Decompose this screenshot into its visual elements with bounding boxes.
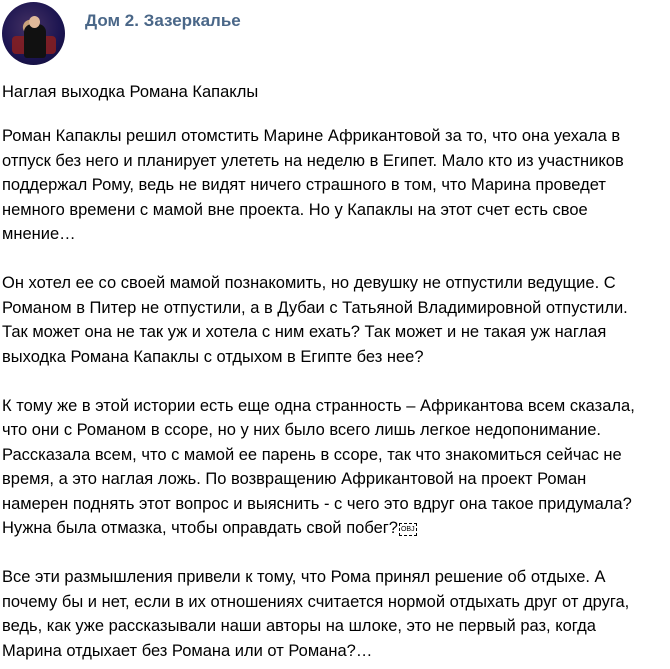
post-paragraph	[2, 394, 635, 541]
paragraph-gap	[2, 369, 635, 394]
paragraph-gap	[2, 247, 635, 272]
text-line: намерен поднять этот вопрос и выяснить - с чего это вдруг она такое придумала?	[2, 494, 632, 513]
post-headline: Наглая выходка Романа Капаклы	[2, 83, 259, 101]
paragraph-gap	[2, 541, 635, 566]
group-avatar[interactable]	[2, 2, 65, 65]
avatar-face	[29, 16, 40, 28]
text-line: Роман Капаклы решил отомстить Марине Африкантовой за то, что она уехала в	[2, 127, 621, 145]
avatar-figure	[24, 24, 46, 58]
text-line: время, а это наглая ложь. По возвращению Африкантовой на проект Роман	[2, 470, 587, 488]
text-line: Романом в Питер не отпустили, а в Дубаи с Татьяной Владимировной отпустили.	[2, 298, 628, 317]
post-paragraph	[2, 565, 635, 663]
text-line: выходка Романа Капаклы с отдыхом в Египте без нее?	[2, 347, 424, 366]
text-line: поддержал Рому, ведь не видят ничего страшного в том, что Марина проведет	[2, 176, 606, 194]
text-line: Так может она не так уж и хотела с ним ехать? Так может и не такая уж наглая	[2, 323, 607, 341]
text-line: К тому же в этой истории есть еще одна странность – Африкантова всем сказала,	[2, 396, 635, 415]
post-body	[2, 124, 635, 663]
text-line: немного времени с мамой вне проекта. Но у Капаклы на этот счет есть свое	[2, 200, 588, 219]
text-line: Он хотел ее со своей мамой познакомить, но девушку не отпустили ведущие. С	[2, 274, 616, 292]
text-line: ведь, как уже рассказывали наши авторы на шлоке, это не первый раз, когда	[2, 617, 596, 635]
text-line: Нужна была отмазка, чтобы оправдать свой побег? OBJ	[2, 519, 415, 537]
post-paragraph	[2, 124, 635, 247]
group-name-link[interactable]: Дом 2. Зазеркалье	[85, 11, 241, 30]
text-line: Марина отдыхает без Романа или от Романа?…	[2, 641, 373, 660]
object-replacement-glyph: OBJ	[399, 523, 417, 536]
text-line: почему бы и нет, если в их отношениях считается нормой отдыхать друг от друга,	[2, 592, 630, 611]
text-line: что они с Романом в ссоре, но у них было всего лишь легкое недопонимание.	[2, 421, 601, 439]
text-line: отпуск без него и планирует улететь на неделю в Египет. Мало кто из участников	[2, 151, 624, 170]
text-line: мнение…	[2, 225, 76, 243]
text-line: Рассказала всем, что с мамой ее парень в ссоре, так что знакомиться сейчас не	[2, 445, 622, 464]
post-paragraph	[2, 271, 635, 369]
text-line: Все эти размышления привели к тому, что Рома принял решение об отдыхе. А	[2, 568, 606, 586]
